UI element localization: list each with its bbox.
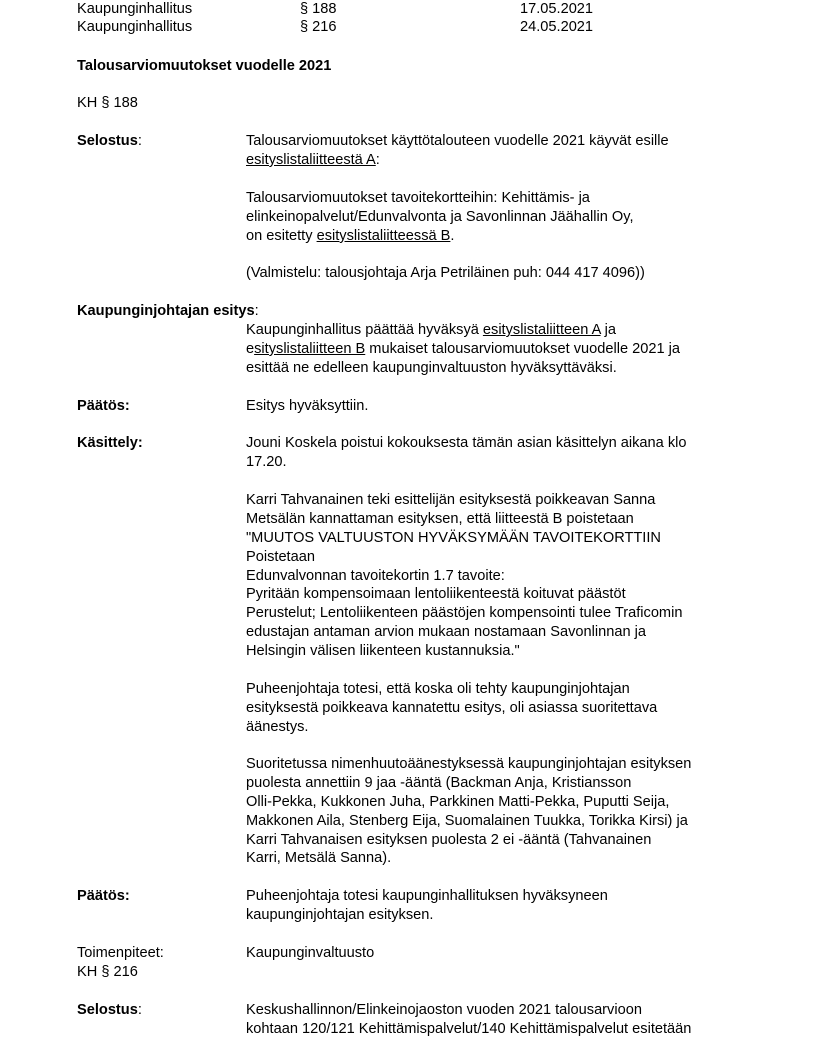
proposal-text: ja [600, 322, 616, 338]
attachment-a-link[interactable]: esityslistaliitteen A [482, 322, 601, 338]
attachment-b-link[interactable]: esityslistaliitteessä B [316, 228, 451, 244]
selostus-line: Talousarviomuutokset tavoitekortteihin: Kehittämis- ja [246, 190, 590, 206]
proposal-label-text: Kaupunginjohtajan esitys [77, 303, 255, 319]
decision-text: Esitys hyväksyttiin. [246, 398, 369, 414]
handling-line: Pyritään kompensoimaan lentoliikenteestä koituvat päästöt [246, 586, 626, 602]
selostus-label-text: Selostus [77, 1002, 138, 1018]
header-section: § 216 [300, 19, 337, 35]
handling-line: Makkonen Aila, Stenberg Eija, Suomalainen Tuukka, Torikka Kirsi) ja [246, 813, 688, 829]
handling-line: Karri Tahvanainen teki esittelijän esityksestä poikkeavan Sanna [246, 492, 656, 508]
actions-text: Kaupunginvaltuusto [246, 945, 375, 961]
selostus-label [77, 1001, 142, 1020]
selostus-text: on esitetty [246, 228, 317, 244]
handling-line: esityksestä poikkeava kannatettu esitys, oli asiassa suoritettava [246, 700, 658, 716]
selostus-line: Talousarviomuutokset käyttötalouteen vuodelle 2021 käyvät esille [246, 133, 669, 149]
header-body: Kaupunginhallitus [77, 1, 193, 17]
selostus-label-text: Selostus [77, 133, 138, 149]
handling-line: edustajan antaman arvion mukaan nostamaan Savonlinnan ja [246, 624, 646, 640]
selostus-line: Keskushallinnon/Elinkeinojaoston vuoden 2021 talousarvioon [246, 1002, 642, 1018]
handling-line: Olli-Pekka, Kukkonen Juha, Parkkinen Matti-Pekka, Puputti Seija, [246, 794, 670, 810]
header-body: Kaupunginhallitus [77, 19, 193, 35]
decision-text: kaupunginjohtajan esityksen. [246, 907, 434, 923]
selostus-label-colon: : [137, 133, 142, 149]
handling-line: "MUUTOS VALTUUSTON HYVÄKSYMÄÄN TAVOITEKORTTIIN [246, 530, 661, 546]
section-ref-188: KH § 188 [77, 95, 138, 111]
header-date: 17.05.2021 [520, 1, 594, 17]
proposal-text: Kaupunginhallitus päättää hyväksyä [246, 322, 483, 338]
proposal-line [246, 321, 616, 340]
handling-line: Perustelut; Lentoliikenteen päästöjen kompensointi tulee Traficomin [246, 605, 683, 621]
proposal-line: esittää ne edelleen kaupunginvaltuuston hyväksyttäväksi. [246, 360, 617, 376]
proposal-label [77, 302, 259, 321]
proposal-line [246, 340, 680, 359]
selostus-label-colon: : [137, 1002, 142, 1018]
handling-line: Jouni Koskela poistui kokouksesta tämän asian käsittelyn aikana klo [246, 435, 687, 451]
selostus-line [246, 151, 380, 170]
header-date: 24.05.2021 [520, 19, 594, 35]
selostus-label [77, 132, 142, 151]
selostus-line [246, 227, 454, 246]
proposal-text: e [246, 341, 255, 357]
handling-line: Suoritetussa nimenhuutoäänestyksessä kaupunginjohtajan esityksen [246, 756, 692, 772]
actions-label: Toimenpiteet: [77, 945, 164, 961]
handling-line: puolesta annettiin 9 jaa -ääntä (Backman Anja, Kristiansson [246, 775, 632, 791]
section-ref-216: KH § 216 [77, 964, 138, 980]
selostus-line: kohtaan 120/121 Kehittämispalvelut/140 Kehittämispalvelut esitetään [246, 1021, 692, 1037]
selostus-text: . [450, 228, 455, 244]
decision-label: Päätös: [77, 398, 130, 414]
handling-line: Karri Tahvanaisen esityksen puolesta 2 ei -ääntä (Tahvanainen [246, 832, 652, 848]
handling-line: 17.20. [246, 454, 287, 470]
selostus-line: elinkeinopalvelut/Edunvalvonta ja Savonlinnan Jäähallin Oy, [246, 209, 634, 225]
preparer-note: (Valmistelu: talousjohtaja Arja Petriläinen puh: 044 417 4096)) [246, 265, 645, 281]
proposal-text: mukaiset talousarviomuutokset vuodelle 2021 ja [365, 341, 681, 357]
handling-line: Poistetaan [246, 549, 315, 565]
handling-line: Metsälän kannattaman esityksen, että liitteestä B poistetaan [246, 511, 634, 527]
handling-line: Karri, Metsälä Sanna). [246, 850, 392, 866]
attachment-a-link[interactable]: esityslistaliitteestä A [246, 152, 376, 168]
selostus-text: : [375, 152, 380, 168]
decision-text: Puheenjohtaja totesi kaupunginhallituksen hyväksyneen [246, 888, 608, 904]
decision-label: Päätös: [77, 888, 130, 904]
document-title: Talousarviomuutokset vuodelle 2021 [77, 58, 332, 74]
handling-line: Puheenjohtaja totesi, että koska oli tehty kaupunginjohtajan [246, 681, 630, 697]
handling-label: Käsittely: [77, 435, 143, 451]
handling-line: Edunvalvonnan tavoitekortin 1.7 tavoite: [246, 568, 505, 584]
header-section: § 188 [300, 1, 337, 17]
attachment-b-link[interactable]: sityslistaliitteen B [254, 341, 366, 357]
handling-line: Helsingin välisen liikenteen kustannuksia." [246, 643, 520, 659]
handling-line: äänestys. [246, 719, 309, 735]
proposal-label-colon: : [254, 303, 259, 319]
